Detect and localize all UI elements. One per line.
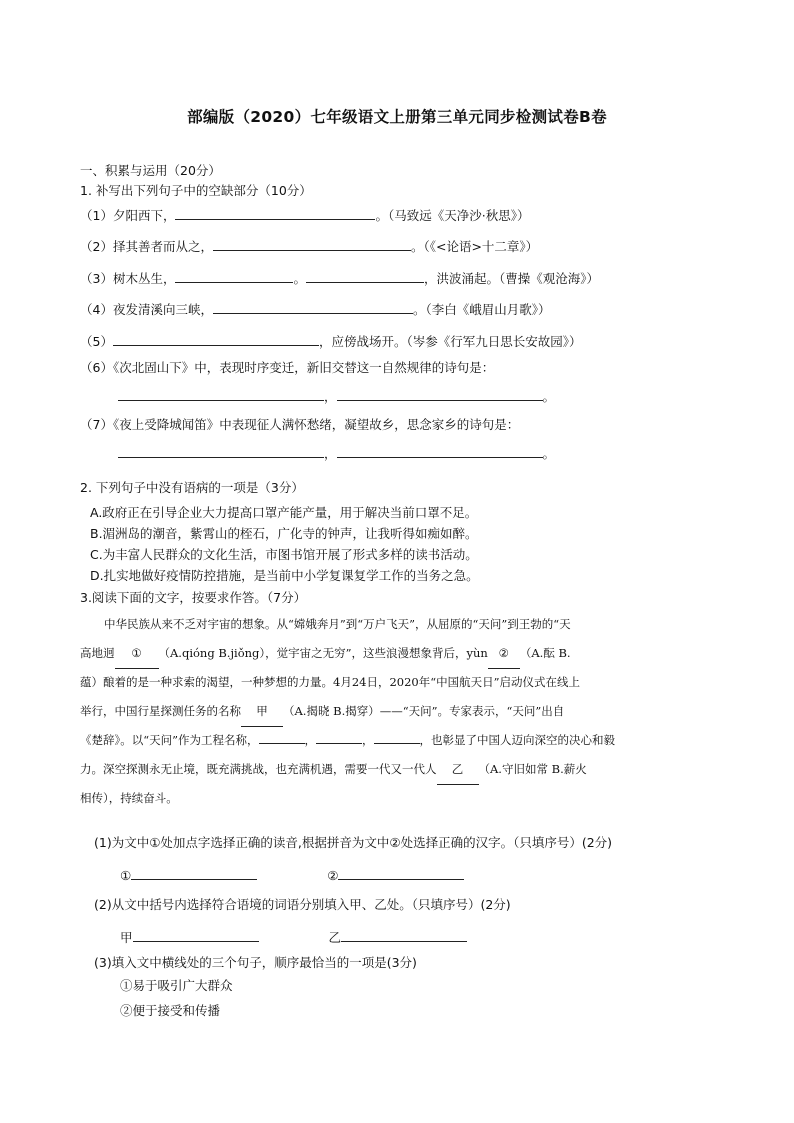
q1-item-6: （6）《次北固山下》中，表现时序变迁，新旧交替这一自然规律的诗句是：	[80, 360, 495, 375]
blank-yi: 乙	[437, 755, 479, 785]
passage-line: 高地迥 ① （A.qióng B.jiǒng），觉宇宙之无穷”，这些浪漫想象背后，yùn ② （A.酝 B.	[80, 639, 708, 668]
q1-item-7-answer	[118, 444, 555, 463]
blank-sentence-2[interactable]	[316, 743, 362, 744]
q1-item-6-comma: ，	[324, 389, 337, 404]
passage-line: 《楚辞》。以“天问”作为工程名称， ， ， ，也彰显了中国人迈向深空的决心和毅	[80, 733, 616, 747]
q1-item-5-prefix: （5）	[80, 334, 113, 349]
q3-sub2-answers: 甲 乙	[120, 928, 467, 947]
blank-jia: 甲	[241, 697, 283, 727]
q3-sub1-blank-1[interactable]	[131, 866, 257, 880]
section-heading: 一、积累与运用（20分）	[80, 163, 221, 178]
q3-sub3-option-1: ①易于吸引广大群众	[120, 978, 233, 993]
q1-item-2-blank[interactable]	[213, 237, 411, 251]
passage-line: 蕴）酿着的是一种求索的渴望，一种梦想的力量。4月24日，2020年“中国航天日”启动仪式在线上	[80, 675, 580, 689]
q2-heading: 2. 下列句子中没有语病的一项是（3分）	[80, 480, 304, 495]
q1-item-7-period: 。	[542, 446, 556, 461]
q1-item-3	[80, 269, 599, 288]
q1-item-5	[80, 332, 581, 351]
q3-sub3-option-2: ②便于接受和传播	[120, 1003, 221, 1018]
q1-item-1-prefix: （1）夕阳西下，	[80, 208, 176, 223]
q1-item-2-prefix: （2）择其善者而从之，	[80, 239, 213, 254]
q1-item-3-mid: 。	[293, 271, 306, 286]
q1-item-2	[80, 237, 538, 256]
q1-heading: 1. 补写出下列句子中的空缺部分（10分）	[80, 183, 312, 198]
q1-item-3-blank-1[interactable]	[175, 269, 293, 283]
q1-item-5-blank[interactable]	[113, 332, 319, 346]
passage-line: 举行，中国行星探测任务的名称 甲 （A.揭晓 B.揭穿）——“天问”。专家表示，“天问”出自	[80, 697, 708, 726]
q1-item-4-suffix: 。（李白《峨眉山月歌》）	[412, 302, 551, 317]
q1-item-3-prefix: （3）树木丛生，	[80, 271, 176, 286]
q3-sub1-blank-2[interactable]	[338, 866, 464, 880]
q1-item-6-blank-1[interactable]	[118, 387, 324, 401]
q3-sub1-answers: ① ②	[120, 866, 464, 885]
q1-item-5-suffix: ，应傍战场开。（岑参《行军九日思长安故园》）	[318, 334, 582, 349]
q2-option-c: C.为丰富人民群众的文化生活，市图书馆开展了形式多样的读书活动。	[90, 547, 478, 562]
q1-item-1	[80, 206, 529, 225]
exam-title: 部编版（2020）七年级语文上册第三单元同步检测试卷B卷	[187, 108, 607, 126]
passage-line: 力。深空探测永无止境，既充满挑战，也充满机遇，需要一代又一代人 乙 （A.守旧如常 B.薪火	[80, 755, 708, 784]
q1-item-7-blank-1[interactable]	[118, 444, 324, 458]
blank-sentence-3[interactable]	[374, 743, 420, 744]
q1-item-3-suffix: ，洪波涌起。（曹操《观沧海》）	[423, 271, 599, 286]
q1-item-6-period: 。	[542, 389, 556, 404]
q1-item-2-suffix: 。（《<论语>十二章》）	[410, 239, 539, 254]
q1-item-7: （7）《夜上受降城闻笛》中表现征人满怀愁绪，凝望故乡，思念家乡的诗句是：	[80, 417, 520, 432]
q1-item-7-blank-2[interactable]	[337, 444, 543, 458]
q1-item-4-prefix: （4）夜发清溪向三峡，	[80, 302, 213, 317]
q1-item-4	[80, 300, 550, 319]
q3-sub1: (1)为文中①处加点字选择正确的读音,根据拼音为文中②处选择正确的汉字。（只填序号）(2分)	[94, 835, 613, 850]
blank-sentence-1[interactable]	[259, 743, 305, 744]
passage-line: 相传），持续奋斗。	[80, 791, 178, 805]
q3-sub3: (3)填入文中横线处的三个句子，顺序最恰当的一项是(3分)	[94, 955, 417, 970]
q1-item-1-blank[interactable]	[175, 206, 375, 220]
q1-item-7-comma: ，	[324, 446, 337, 461]
q1-item-3-blank-2[interactable]	[306, 269, 424, 283]
q3-heading: 3.阅读下面的文字，按要求作答。（7分）	[80, 590, 307, 605]
q1-item-6-blank-2[interactable]	[337, 387, 543, 401]
q2-option-d: D.扎实地做好疫情防控措施，是当前中小学复课复学工作的当务之急。	[90, 568, 479, 583]
passage-line: 中华民族从来不乏对宇宙的想象。从“嫦娥奔月”到“万户飞天”，从屈原的“天问”到王勃的“天	[104, 617, 571, 631]
q1-item-6-answer	[118, 387, 555, 406]
q1-item-1-suffix: 。（马致远《天净沙·秋思》）	[375, 208, 530, 223]
q3-sub2: (2)从文中括号内选择符合语境的词语分别填入甲、乙处。（只填序号）(2分)	[94, 897, 511, 912]
q1-item-4-blank[interactable]	[213, 300, 413, 314]
q3-sub2-blank-yi[interactable]	[341, 928, 467, 942]
q2-option-b: B.湄洲岛的潮音，紫霄山的桎石，广化寺的钟声，让我听得如痴如醉。	[90, 526, 478, 541]
q3-passage	[80, 610, 708, 813]
q2-option-a: A.政府正在引导企业大力提高口罩产能产量，用于解决当前口罩不足。	[90, 505, 478, 520]
blank-2: ②	[488, 639, 520, 669]
blank-1: ①	[115, 639, 159, 669]
q3-sub2-blank-jia[interactable]	[133, 928, 259, 942]
